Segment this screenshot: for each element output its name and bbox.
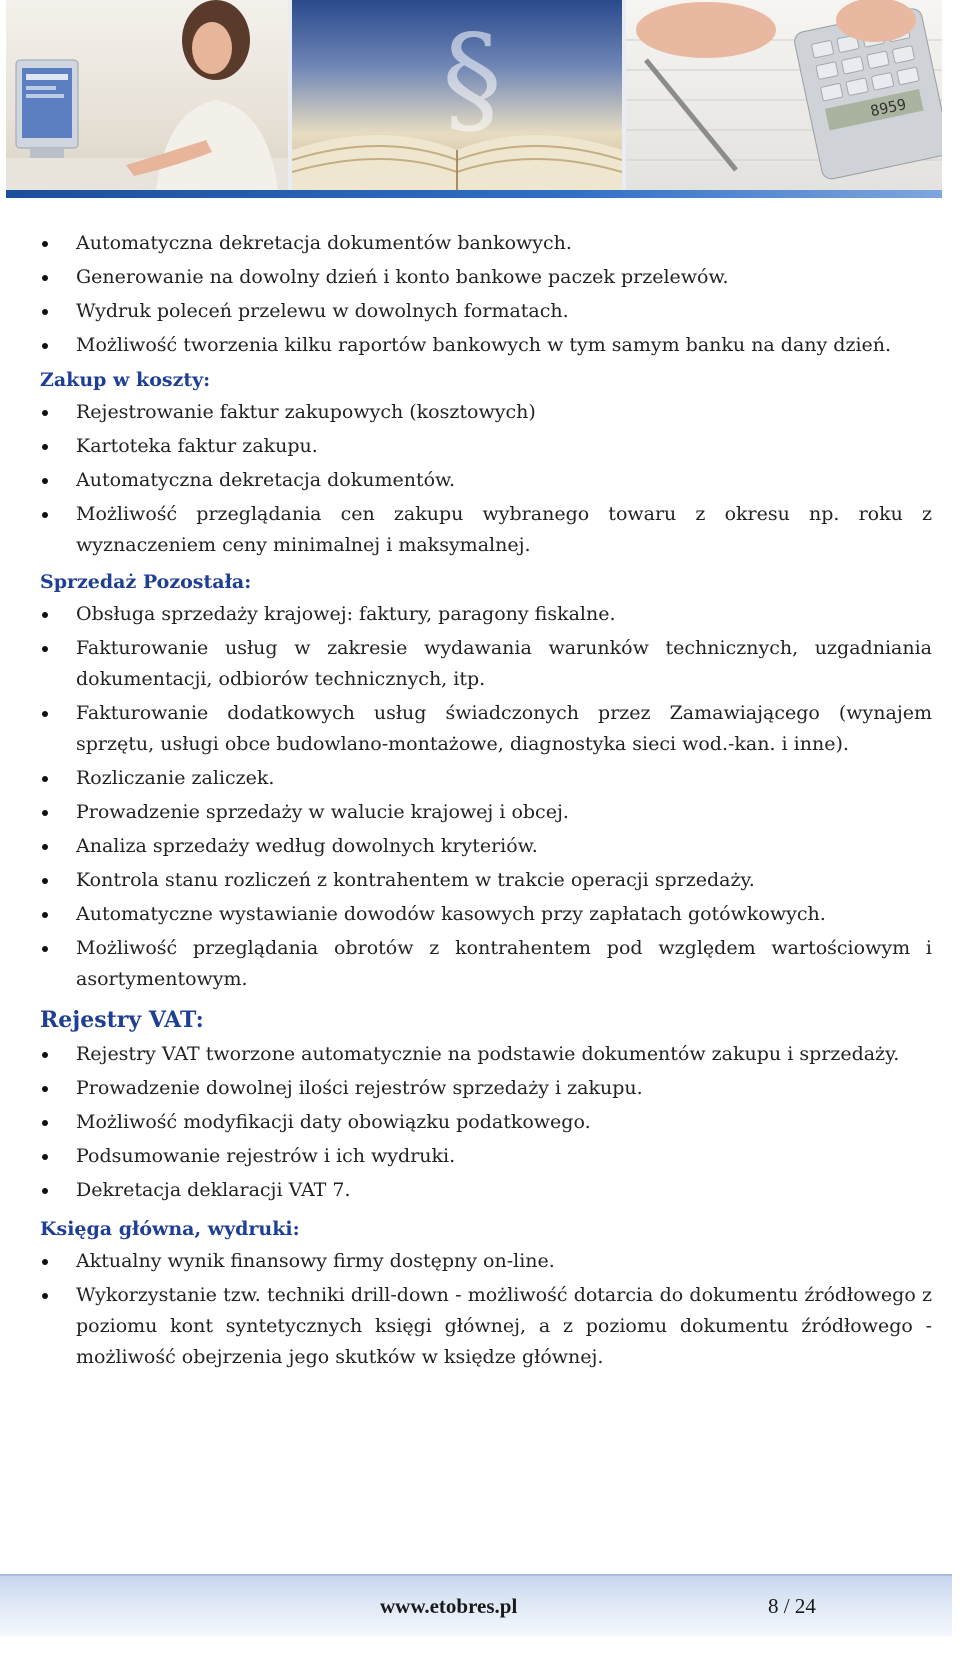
banner-blue-stripe [6, 190, 942, 198]
banner-photo-calculator [626, 0, 942, 190]
purchases-list [40, 397, 932, 561]
list-item: Aktualny wynik finansowy firmy dostępny on-line. [40, 1246, 932, 1277]
list-item: Wydruk poleceń przelewu w dowolnych formatach. [40, 296, 932, 327]
list-item: Kontrola stanu rozliczeń z kontrahentem w trakcie operacji sprzedaży. [40, 865, 932, 896]
header-banner [6, 0, 942, 198]
vat-registers-list [40, 1039, 932, 1206]
list-item: Automatyczne wystawianie dowodów kasowych przy zapłatach gotówkowych. [40, 899, 932, 930]
bank-features-list [40, 228, 932, 361]
list-item: Automatyczna dekretacja dokumentów bankowych. [40, 228, 932, 259]
section-heading-general-ledger: Księga główna, wydruki: [40, 1218, 300, 1240]
list-item: Możliwość przeglądania obrotów z kontrahentem pod względem wartościowym i asortymentowym. [40, 933, 932, 995]
list-item: Możliwość przeglądania cen zakupu wybranego towaru z okresu np. roku z wyznaczeniem ceny minimalnej i maksymalnej. [40, 499, 932, 561]
svg-text:§: § [442, 10, 502, 149]
banner-photo-paragraph-book [292, 0, 622, 190]
svg-text:8959: 8959 [868, 95, 908, 121]
banner-photo-woman-computer [6, 0, 288, 190]
footer-website-link[interactable]: www.etobres.pl [380, 1594, 518, 1618]
list-item: Prowadzenie dowolnej ilości rejestrów sprzedaży i zakupu. [40, 1073, 932, 1104]
section-heading-other-sales: Sprzedaż Pozostała: [40, 571, 252, 593]
page-number: 8 / 24 [768, 1594, 816, 1618]
list-item: Generowanie na dowolny dzień i konto bankowe paczek przelewów. [40, 262, 932, 293]
section-heading-purchases: Zakup w koszty: [40, 369, 211, 391]
other-sales-list [40, 599, 932, 995]
list-item: Wykorzystanie tzw. techniki drill-down - możliwość dotarcia do dokumentu źródłowego z poziomu kont syntetycznych księgi głównej, a z poziomu dokumentu źródłowego - możliwość obejrzenia jego skutków w księdze głównej. [40, 1280, 932, 1373]
list-item: Rozliczanie zaliczek. [40, 763, 932, 794]
list-item: Rejestry VAT tworzone automatycznie na podstawie dokumentów zakupu i sprzedaży. [40, 1039, 932, 1070]
list-item: Możliwość tworzenia kilku raportów bankowych w tym samym banku na dany dzień. [40, 330, 932, 361]
list-item: Dekretacja deklaracji VAT 7. [40, 1175, 932, 1206]
list-item: Możliwość modyfikacji daty obowiązku podatkowego. [40, 1107, 932, 1138]
list-item: Prowadzenie sprzedaży w walucie krajowej i obcej. [40, 797, 932, 828]
page-footer [0, 1574, 952, 1636]
list-item: Obsługa sprzedaży krajowej: faktury, paragony fiskalne. [40, 599, 932, 630]
list-item: Fakturowanie dodatkowych usług świadczonych przez Zamawiającego (wynajem sprzętu, usługi obce budowlano-montażowe, diagnostyka sieci wod.-kan. i inne). [40, 698, 932, 760]
list-item: Kartoteka faktur zakupu. [40, 431, 932, 462]
list-item: Automatyczna dekretacja dokumentów. [40, 465, 932, 496]
document-body [40, 228, 932, 1376]
list-item: Analiza sprzedaży według dowolnych kryteriów. [40, 831, 932, 862]
list-item: Fakturowanie usług w zakresie wydawania warunków technicznych, uzgadniania dokumentacji, odbiorów technicznych, itp. [40, 633, 932, 695]
general-ledger-list [40, 1246, 932, 1373]
section-heading-vat-registers: Rejestry VAT: [40, 1007, 204, 1033]
list-item: Rejestrowanie faktur zakupowych (kosztowych) [40, 397, 932, 428]
list-item: Podsumowanie rejestrów i ich wydruki. [40, 1141, 932, 1172]
